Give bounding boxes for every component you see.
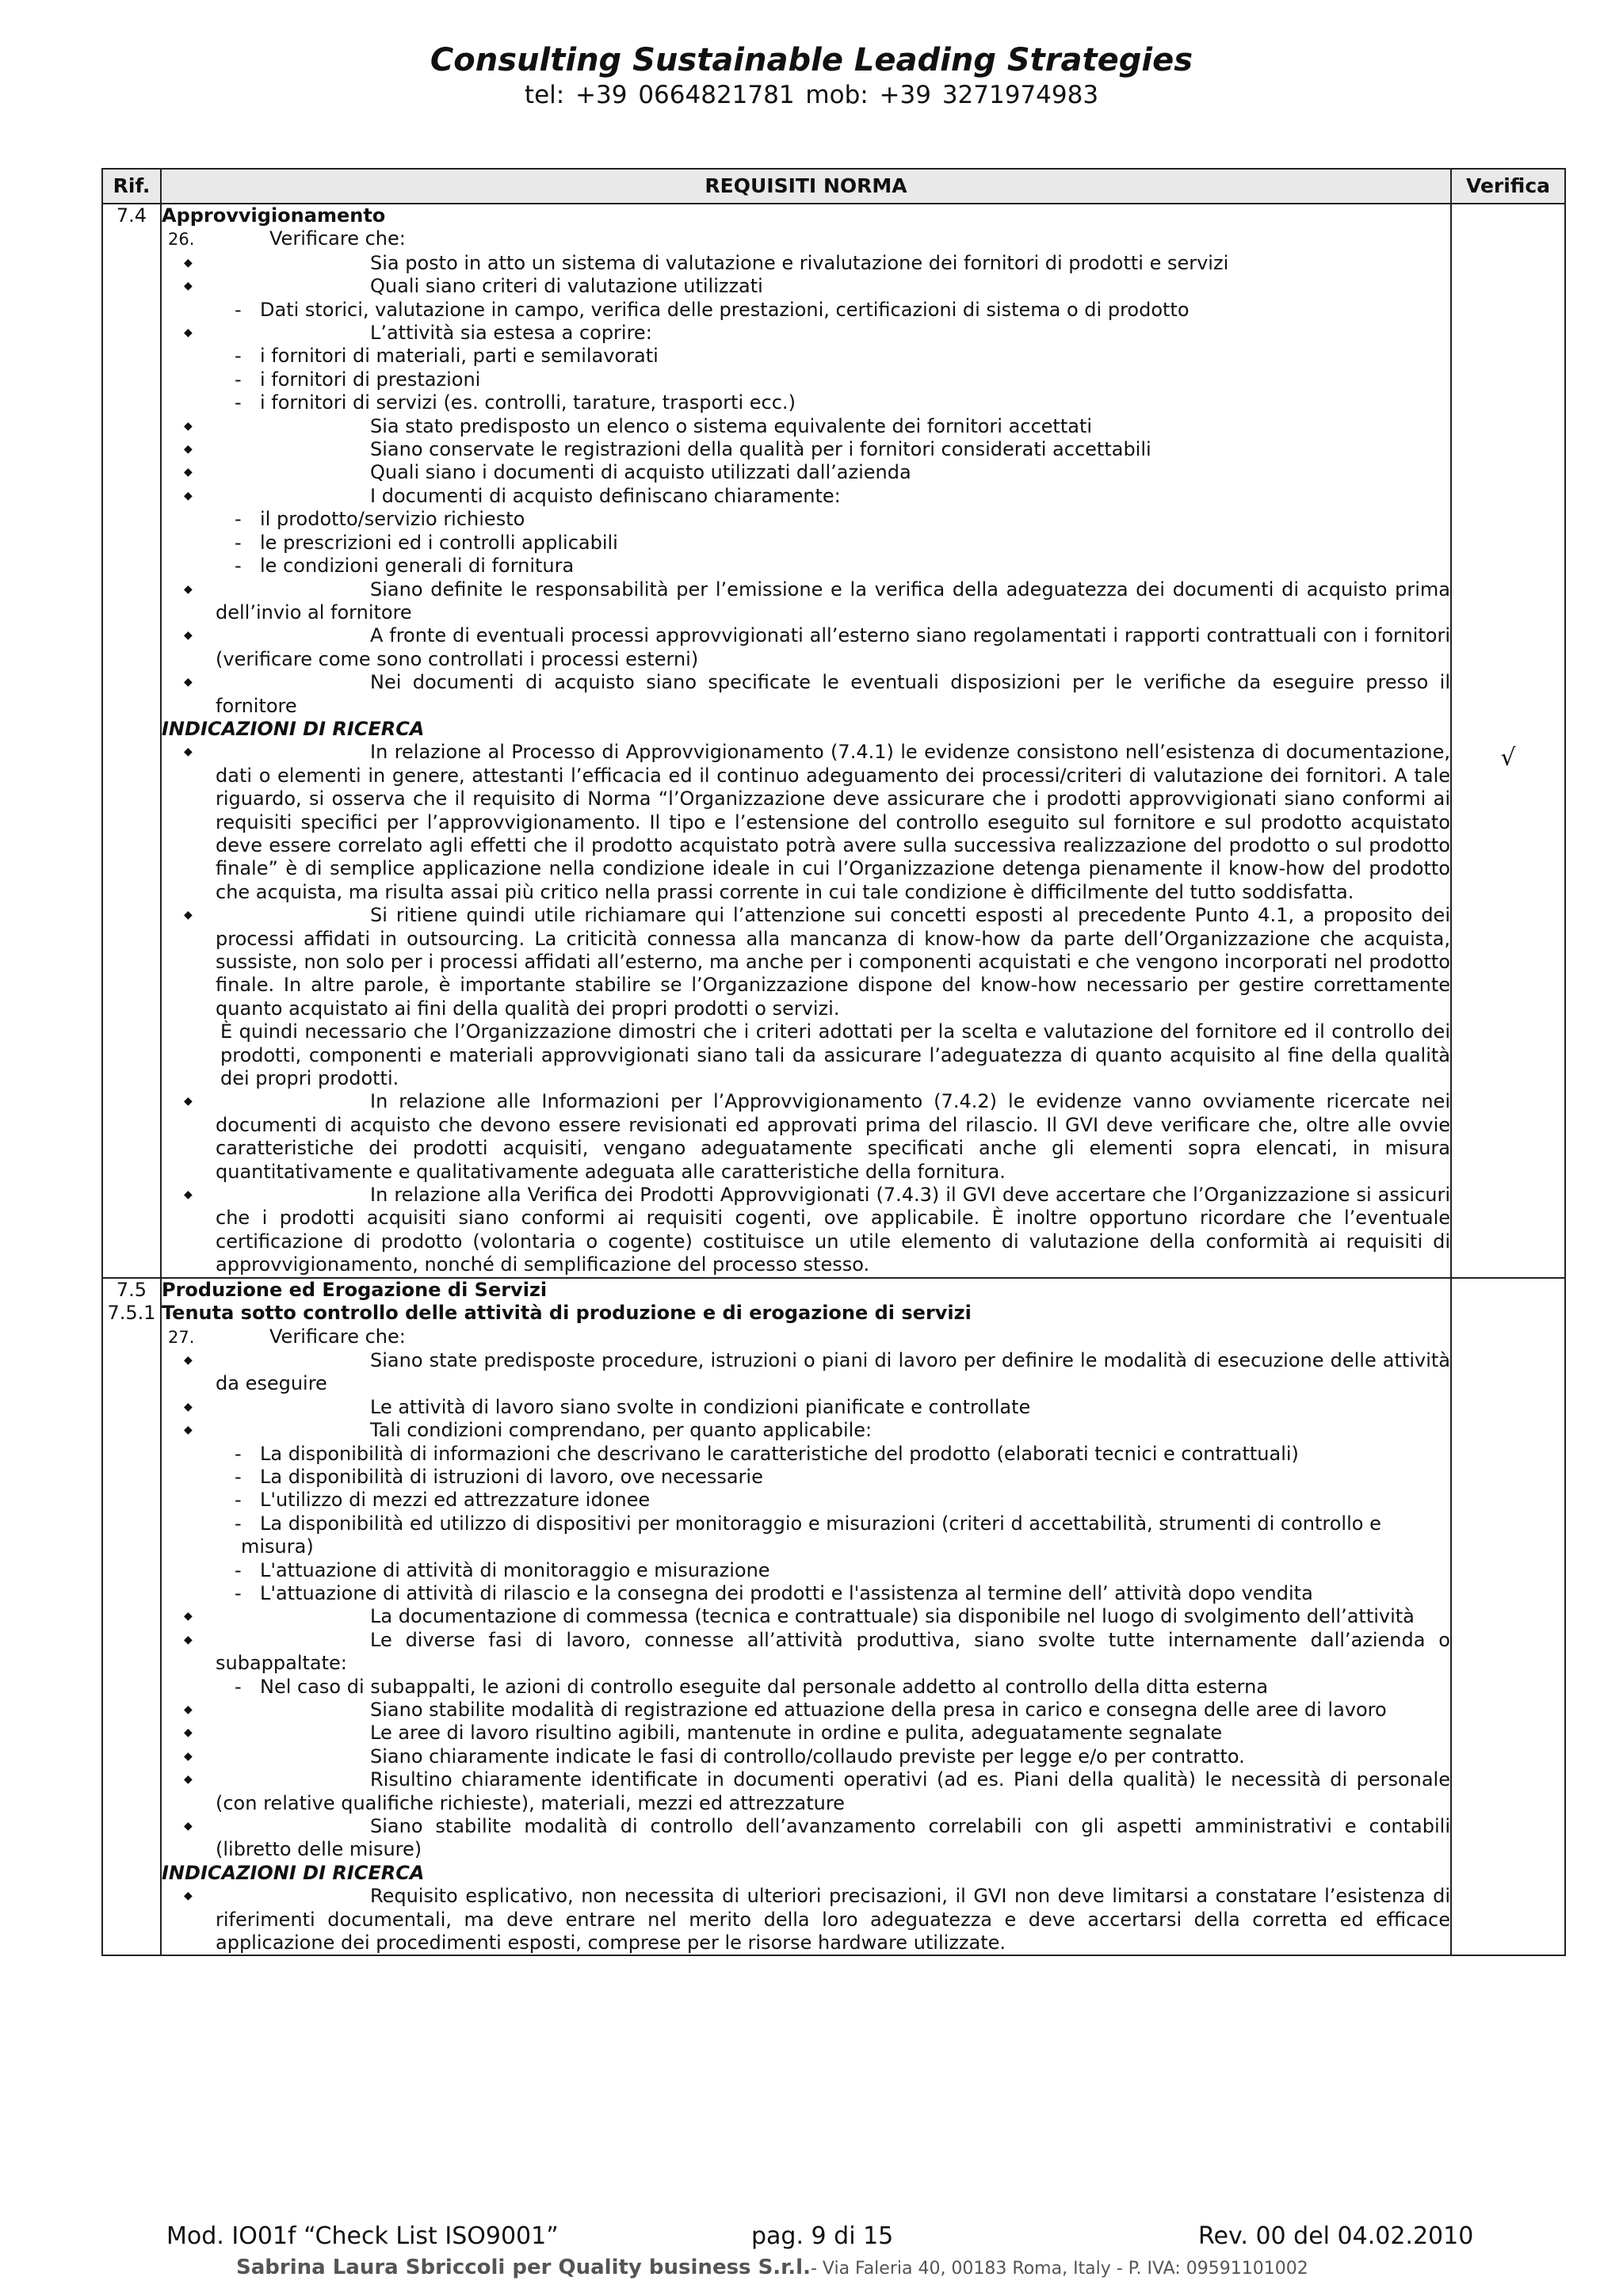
sub-item: - L'attuazione di attività di rilascio e la consegna dei prodotti e l'assistenza al termine dell’ attività dopo vendita — [235, 1581, 1313, 1604]
list-item-text: Requisito esplicativo, non necessita di ulteriori precisazioni, il GVI non deve limitarsi a constatare l’esistenza di riferimenti documentali, ma deve entrare nel merito della loro adeguatezza e deve accertarsi della corretta ed efficace applicazione dei procedimenti esposti, comprese per le risorse hardware utilizzate. — [216, 1885, 1450, 1955]
sub-item: - i fornitori di prestazioni — [235, 368, 481, 391]
list-item — [162, 624, 1450, 671]
verifica-cell — [1451, 1278, 1565, 1956]
check-mark-icon: √ — [1500, 744, 1516, 772]
list-item — [162, 1184, 1450, 1277]
list-item — [162, 1419, 1450, 1442]
sub-item-text: i fornitori di prestazioni — [260, 368, 481, 391]
bullet-icon: ◆ — [184, 1095, 193, 1108]
page-footer — [0, 2222, 1623, 2279]
col-verifica-header: Verifica — [1451, 169, 1565, 204]
list-item-text: Tali condizioni comprendano, per quanto applicabile: — [370, 1419, 873, 1442]
list-item — [162, 1349, 1450, 1396]
bullet-icon: ◆ — [184, 746, 193, 759]
list-item-text: Nei documenti di acquisto siano specificate le eventuali disposizioni per le verifiche da eseguire presso il fornitore — [216, 671, 1450, 717]
bullet-icon: ◆ — [184, 1749, 193, 1763]
form-code: Mod. IO01f “Check List ISO9001” — [166, 2222, 559, 2250]
page-number: pag. 9 di 15 — [751, 2222, 894, 2250]
table-header-row — [102, 169, 1565, 204]
bullet-icon: ◆ — [184, 443, 193, 456]
paragraph: È quindi necessario che l’Organizzazione dimostri che i criteri adottati per la scelta e valutazione del fornitore ed il controllo dei prodotti, componenti e materiali approvvigionati siano tali da assicurare l’adeguatezza di quanto acquisito al fine della qualità dei propri prodotti. — [220, 1020, 1450, 1090]
sub-item: - L'utilizzo di mezzi ed attrezzature idonee — [235, 1489, 651, 1512]
list-item-text: Siano definite le responsabilità per l’emissione e la verifica della adeguatezza dei documenti di acquisto prima dell’invio al fornitore — [216, 578, 1450, 624]
list-item — [162, 1605, 1450, 1628]
page-header — [0, 40, 1623, 109]
list-item-text: Le aree di lavoro risultino agibili, mantenute in ordine e pulita, adeguatamente segnalate — [370, 1722, 1223, 1745]
company-title: Consulting Sustainable Leading Strategies — [430, 42, 1193, 78]
list-item-text: Siano stabilite modalità di controllo dell’avanzamento correlabili con gli aspetti amministrativi e contabili (libretto delle misure) — [216, 1815, 1450, 1861]
list-item — [162, 275, 1450, 298]
list-item-text: In relazione al Processo di Approvvigionamento (7.4.1) le evidenze consistono nell’esistenza di documentazione, dati o elementi in genere, attestanti l’efficacia ed il continuo adeguamento dei processi/criteri di valutazione dei fornitori. A tale riguardo, si osserva che il requisito di Norma “l’Organizzazione deve assicurare che i prodotti approvvigionati siano conformi ai requisiti specifici per l’approvvigionamento. Il tipo e l’estensione del controllo eseguito sul fornitore e sul prodotto acquistato deve essere correlato agli effetti che il prodotto acquistato potrà avere sulla successiva realizzazione del prodotto o sul prodotto finale” è di semplice applicazione nella condizione ideale in cui l’Organizzazione detenga pienamente il know-how del prodotto che acquista, ma risulta assai più critico nella prassi corrente in cui tale condizione è difficilmente del tutto soddisfatta. — [216, 741, 1450, 903]
bullet-icon: ◆ — [184, 1424, 193, 1437]
sub-item: - il prodotto/servizio richiesto — [235, 508, 525, 531]
bullet-icon: ◆ — [184, 676, 193, 689]
rif-cell — [102, 204, 161, 1278]
table-row — [102, 204, 1565, 1278]
list-item-text: Siano chiaramente indicate le fasi di controllo/collaudo previste per legge e/o per contratto. — [370, 1745, 1245, 1768]
list-item — [162, 485, 1450, 508]
sub-item: - L'attuazione di attività di monitoraggio e misurazione — [235, 1558, 770, 1581]
item-number: 26. — [168, 230, 195, 250]
sub-item-text: La disponibilità di istruzioni di lavoro, ove necessarie — [260, 1465, 763, 1488]
bullet-icon: ◆ — [184, 1773, 193, 1787]
bullet-icon: ◆ — [184, 1890, 193, 1903]
revision: Rev. 00 del 04.02.2010 — [1198, 2222, 1474, 2250]
list-item — [162, 1768, 1450, 1815]
bullet-icon: ◆ — [184, 489, 193, 502]
list-item — [162, 1629, 1450, 1676]
rif-number: 7.5.1 — [107, 1302, 156, 1325]
list-item — [162, 1885, 1450, 1955]
list-item-text: Sia posto in atto un sistema di valutazione e rivalutazione dei fornitori di prodotti e servizi — [370, 251, 1229, 274]
sub-item: - le condizioni generali di fornitura — [235, 555, 575, 578]
sub-item-text: L'attuazione di attività di monitoraggio e misurazione — [260, 1558, 770, 1581]
sub-item: - i fornitori di materiali, parti e semilavorati — [235, 345, 659, 368]
col-rif-header: Rif. — [102, 169, 161, 204]
item-number-line — [162, 227, 1450, 251]
bullet-icon: ◆ — [184, 582, 193, 596]
bullet-icon: ◆ — [184, 1610, 193, 1623]
list-item-text: La documentazione di commessa (tecnica e contrattuale) sia disponibile nel luogo di svolgimento dell’attività — [370, 1605, 1415, 1628]
sub-item: - le prescrizioni ed i controlli applicabili — [235, 531, 618, 554]
bullet-icon: ◆ — [184, 1188, 193, 1202]
rif-cell — [102, 1278, 161, 1956]
list-item-text: Sia stato predisposto un elenco o sistema equivalente dei fornitori accettati — [370, 414, 1093, 437]
bullet-icon: ◆ — [184, 419, 193, 433]
list-item — [162, 1722, 1450, 1745]
list-item-text: Quali siano i documenti di acquisto utilizzati dall’azienda — [370, 461, 911, 484]
bullet-icon: ◆ — [184, 1633, 193, 1646]
table-row — [102, 1278, 1565, 1956]
sub-item-text: le prescrizioni ed i controlli applicabili — [260, 531, 618, 554]
list-item-text: Siano conservate le registrazioni della qualità per i fornitori considerati accettabili — [370, 438, 1151, 461]
bullet-icon: ◆ — [184, 466, 193, 479]
bullet-icon: ◆ — [184, 1703, 193, 1716]
list-item — [162, 1090, 1450, 1184]
requirement-cell — [161, 1278, 1451, 1956]
sub-item-text: le condizioni generali di fornitura — [260, 555, 575, 578]
sub-item-text: La disponibilità di informazioni che descrivano le caratteristiche del prodotto (elaborati tecnici e contrattuali) — [260, 1442, 1299, 1465]
company-contact: tel: +39 0664821781 mob: +39 3271974983 — [524, 81, 1099, 109]
list-item — [162, 1396, 1450, 1419]
sub-item-text: il prodotto/servizio richiesto — [260, 508, 525, 531]
section-title: Approvvigionamento — [162, 204, 386, 227]
item-number-line — [162, 1325, 1450, 1349]
rif-number: 7.4 — [116, 204, 147, 227]
indicazioni-title: INDICAZIONI DI RICERCA — [162, 1861, 425, 1884]
sub-item: - La disponibilità ed utilizzo di dispositivi per monitoraggio e misurazioni (criteri d accettabilità, strumenti di controllo e misura) — [235, 1512, 1381, 1558]
list-item — [162, 578, 1450, 625]
bullet-icon: ◆ — [184, 629, 193, 643]
list-item-text: Le diverse fasi di lavoro, connesse all’attività produttiva, siano svolte tutte internamente dall’azienda o subappaltate: — [216, 1628, 1450, 1675]
list-item — [162, 415, 1450, 438]
sub-item-text: i fornitori di servizi (es. controlli, tarature, trasporti ecc.) — [260, 391, 796, 414]
section-subtitle: Tenuta sotto controllo delle attività di produzione e di erogazione di servizi — [162, 1302, 972, 1325]
list-item — [162, 322, 1450, 345]
sub-item-text: Dati storici, valutazione in campo, verifica delle prestazioni, certificazioni di sistema o di prodotto — [260, 298, 1190, 321]
col-requisiti-header: REQUISITI NORMA — [161, 169, 1451, 204]
sub-item-text: i fornitori di materiali, parti e semilavorati — [260, 345, 659, 368]
list-item-text: Le attività di lavoro siano svolte in condizioni pianificate e controllate — [370, 1395, 1031, 1418]
sub-item-text: L'attuazione di attività di rilascio e la consegna dei prodotti e l'assistenza al termine dell’ attività dopo vendita — [260, 1581, 1313, 1604]
list-item-text: A fronte di eventuali processi approvvigionati all’esterno siano regolamentati i rapporti contrattuali con i fornitori (verificare come sono controllati i processi esterni) — [216, 624, 1450, 670]
list-item — [162, 1745, 1450, 1768]
sub-item: - La disponibilità di informazioni che descrivano le caratteristiche del prodotto (elaborati tecnici e contrattuali) — [235, 1442, 1299, 1465]
sub-item: - La disponibilità di istruzioni di lavoro, ove necessarie — [235, 1465, 763, 1488]
company-address: - Via Faleria 40, 00183 Roma, Italy - P. IVA: 09591101002 — [810, 2259, 1308, 2279]
item-intro: Verificare che: — [269, 227, 406, 250]
bullet-icon: ◆ — [184, 256, 193, 269]
sub-item-text: La disponibilità ed utilizzo di dispositivi per monitoraggio e misurazioni (criteri d accettabilità, strumenti di controllo e misura) — [241, 1512, 1381, 1558]
list-item-text: Risultino chiaramente identificate in documenti operativi (ad es. Piani della qualità) le necessità di personale (con relative qualifiche richieste), materiali, mezzi ed attrezzature — [216, 1768, 1450, 1814]
bullet-icon: ◆ — [184, 909, 193, 922]
list-item-text: In relazione alla Verifica dei Prodotti Approvvigionati (7.4.3) il GVI deve accertare che l’Organizzazione si assicuri che i prodotti acquisiti siano conformi ai requisiti cogenti, ove applicabile. È inoltre opportuno ricordare che l’eventuale certificazione di prodotto (volontaria o cogente) costituisce un utile elemento di valutazione della conformità ai requisiti di approvvigionamento, nonché di semplificazione del processo stesso. — [216, 1184, 1450, 1276]
rif-number: 7.5 — [116, 1278, 147, 1301]
sub-item-text: Nel caso di subappalti, le azioni di controllo eseguite dal personale addetto al controllo della ditta esterna — [260, 1675, 1269, 1698]
verifica-cell — [1451, 204, 1565, 1278]
list-item — [162, 1815, 1450, 1862]
list-item-text: Siano state predisposte procedure, istruzioni o piani di lavoro per definire le modalità di esecuzione delle attività da eseguire — [216, 1348, 1450, 1395]
list-item — [162, 671, 1450, 718]
bullet-icon: ◆ — [184, 1353, 193, 1367]
bullet-icon: ◆ — [184, 280, 193, 293]
list-item-text: In relazione alle Informazioni per l’Approvvigionamento (7.4.2) le evidenze vanno ovviamente ricercate nei documenti di acquisto che devono essere revisionati ed approvati prima del rilascio. Il GVI deve verificare che, oltre alle ovvie caratteristiche dei prodotti acquisiti, vengano adeguatamente specificati anche gli elementi sopra elencati, in misura quantitativamente e qualitativamente adeguata alle caratteristiche della fornitura. — [216, 1090, 1450, 1183]
list-item — [162, 461, 1450, 484]
item-number: 27. — [168, 1327, 195, 1347]
indicazioni-title: INDICAZIONI DI RICERCA — [162, 717, 425, 740]
list-item — [162, 1699, 1450, 1722]
list-item — [162, 252, 1450, 275]
list-item — [162, 741, 1450, 904]
list-item-text: Si ritiene quindi utile richiamare qui l’attenzione sui concetti esposti al precedente Punto 4.1, a proposito dei processi affidati in outsourcing. La criticità connessa alla mancanza di know-how da parte dell’Organizzazione che acquista, sussiste, non solo per i processi affidati all’esterno, ma anche per i componenti acquistati e che vengono incorporati nel prodotto finale. In altre parole, è importante stabilire se l’Organizzazione dispone del know-how necessario per gestire correttamente quanto acquistato ai fini della qualità dei propri prodotti o servizi. — [216, 904, 1450, 1020]
requirement-cell — [161, 204, 1451, 1278]
list-item-text: Siano stabilite modalità di registrazione ed attuazione della presa in carico e consegna delle aree di lavoro — [370, 1699, 1387, 1721]
sub-item: - Nel caso di subappalti, le azioni di controllo eseguite dal personale addetto al controllo della ditta esterna — [235, 1675, 1269, 1698]
bullet-icon: ◆ — [184, 326, 193, 340]
section-title: Produzione ed Erogazione di Servizi — [162, 1278, 548, 1301]
company-line — [236, 2256, 1308, 2279]
list-item-text: L’attività sia estesa a coprire: — [370, 322, 652, 345]
sub-item: - i fornitori di servizi (es. controlli, tarature, trasporti ecc.) — [235, 391, 796, 414]
company-name: Sabrina Laura Sbriccoli per Quality business S.r.l. — [236, 2256, 811, 2279]
item-intro: Verificare che: — [269, 1325, 406, 1348]
bullet-icon: ◆ — [184, 1726, 193, 1740]
sub-item: - Dati storici, valutazione in campo, verifica delle prestazioni, certificazioni di sistema o di prodotto — [235, 298, 1190, 321]
list-item — [162, 438, 1450, 461]
list-item-text: I documenti di acquisto definiscano chiaramente: — [370, 484, 841, 507]
checklist-table — [101, 168, 1566, 1956]
list-item — [162, 904, 1450, 1020]
bullet-icon: ◆ — [184, 1820, 193, 1833]
bullet-icon: ◆ — [184, 1400, 193, 1413]
list-item-text: Quali siano criteri di valutazione utilizzati — [370, 275, 763, 298]
sub-item-text: L'utilizzo di mezzi ed attrezzature idonee — [260, 1489, 651, 1512]
